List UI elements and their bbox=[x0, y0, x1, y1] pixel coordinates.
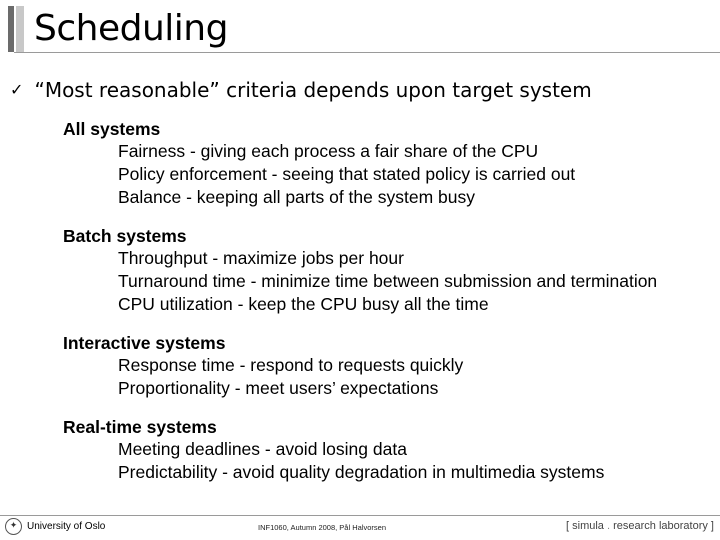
lab-bracket-open: [ bbox=[566, 520, 573, 532]
group-all-systems bbox=[63, 118, 720, 209]
university-seal-icon: ✦ bbox=[5, 518, 22, 535]
title-accent-bar-dark bbox=[8, 6, 14, 52]
checkmark-icon: ✓ bbox=[10, 80, 24, 99]
group-item: Turnaround time - minimize time between submission and termination bbox=[118, 271, 658, 291]
group-item: Response time - respond to requests quickly bbox=[118, 355, 464, 375]
group-item: Predictability - avoid quality degradation in multimedia systems bbox=[118, 462, 605, 482]
footer-divider bbox=[0, 515, 720, 516]
group-heading: Real-time systems bbox=[63, 417, 217, 437]
footer-lab-logo bbox=[566, 520, 714, 532]
footer-university: University of Oslo bbox=[27, 521, 106, 532]
main-bullet-text: “Most reasonable” criteria depends upon target system bbox=[34, 78, 592, 102]
lab-dot: . bbox=[603, 520, 614, 532]
slide-footer bbox=[0, 515, 720, 540]
title-divider bbox=[14, 52, 720, 53]
group-item: Proportionality - meet users’ expectations bbox=[118, 378, 439, 398]
group-batch-systems bbox=[63, 225, 720, 316]
group-heading: All systems bbox=[63, 119, 161, 139]
criteria-list bbox=[63, 118, 720, 500]
group-heading: Interactive systems bbox=[63, 333, 226, 353]
group-item: Policy enforcement - seeing that stated policy is carried out bbox=[118, 164, 576, 184]
footer-course-info: INF1060, Autumn 2008, Pål Halvorsen bbox=[258, 523, 386, 532]
group-item: Fairness - giving each process a fair share of the CPU bbox=[118, 141, 539, 161]
lab-rest: research laboratory bbox=[613, 520, 708, 532]
title-accent-bar-light bbox=[16, 6, 24, 52]
group-item: Meeting deadlines - avoid losing data bbox=[118, 439, 407, 459]
lab-bracket-close: ] bbox=[707, 520, 714, 532]
lab-name: simula bbox=[572, 520, 604, 532]
group-item: Balance - keeping all parts of the system busy bbox=[118, 187, 475, 207]
group-item: CPU utilization - keep the CPU busy all the time bbox=[118, 294, 489, 314]
group-real-time-systems bbox=[63, 416, 720, 484]
group-heading: Batch systems bbox=[63, 226, 187, 246]
main-bullet bbox=[10, 78, 592, 102]
slide-title: Scheduling bbox=[34, 8, 228, 49]
group-interactive-systems bbox=[63, 332, 720, 400]
group-item: Throughput - maximize jobs per hour bbox=[118, 248, 404, 268]
